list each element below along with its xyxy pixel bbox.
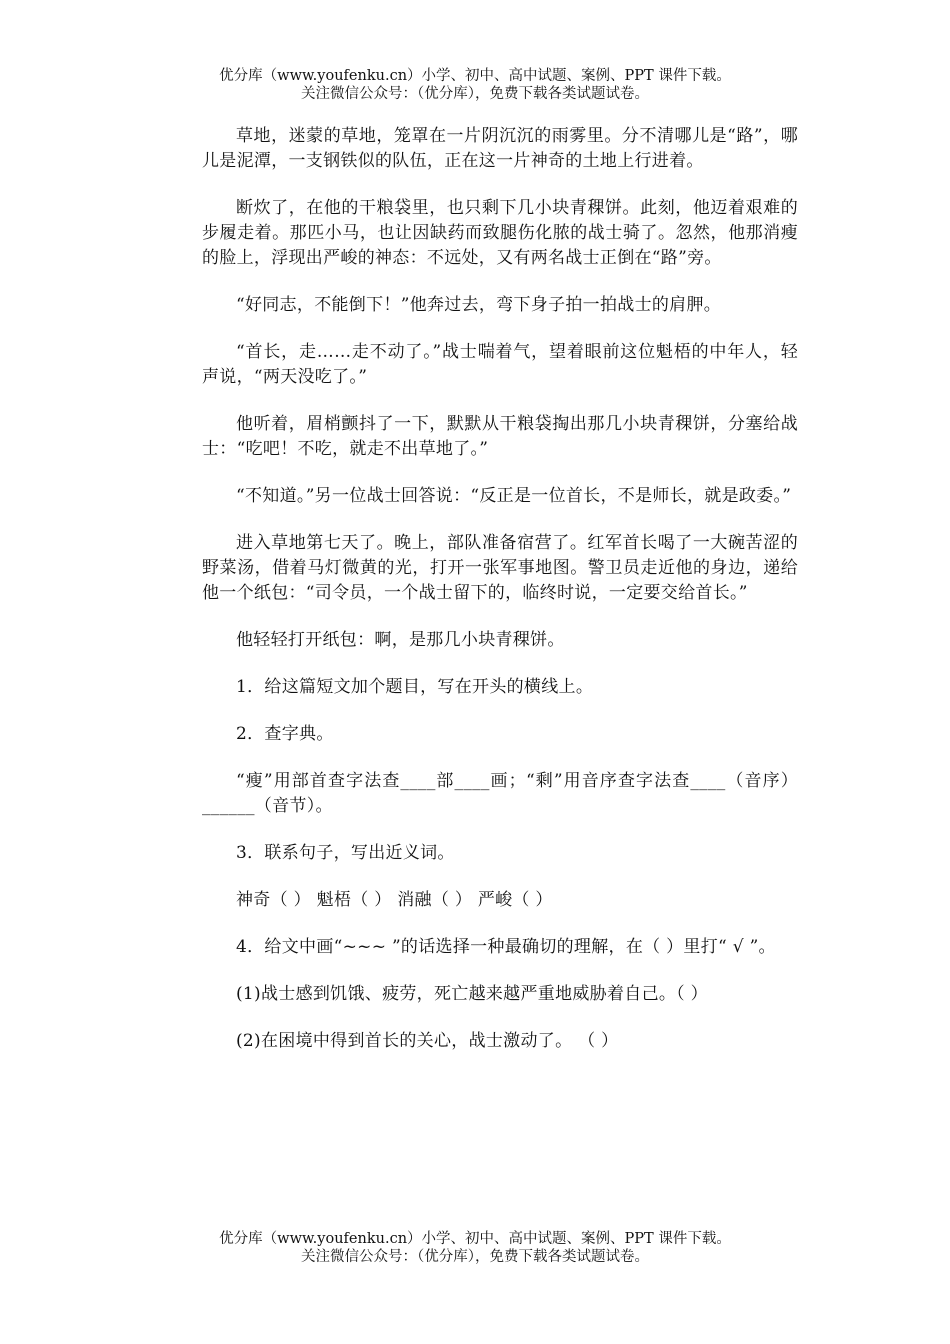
- question-2: 2．查字典。: [236, 724, 334, 744]
- paragraph-3: “好同志，不能倒下！”他奔过去，弯下身子拍一拍战士的肩胛。: [236, 295, 722, 315]
- question-1: 1．给这篇短文加个题目，写在开头的横线上。: [236, 677, 594, 697]
- page-footer: [0, 1230, 950, 1266]
- paragraph-2: 断炊了，在他的干粮袋里，也只剩下几小块青稞饼。此刻，他迈着艰难的步履走着。那匹小马，也让因缺药而致腿伤化脓的战士骑了。忽然，他那消瘦的脸上，浮现出严峻的神态：不远处，又有两名战士正倒在“路”旁。: [202, 198, 798, 268]
- paragraph-4: “首长，走……走不动了。”战士喘着气，望着眼前这位魁梧的中年人，轻声说，“两天没吃了。”: [202, 342, 798, 387]
- question-4-option-2: (2)在困境中得到首长的关心，战士激动了。 （ ）: [236, 1031, 619, 1051]
- document-body: [202, 124, 798, 1076]
- header-line-2: 关注微信公众号：（优分库），免费下载各类试题试卷。: [301, 86, 649, 102]
- paragraph-6: “不知道。”另一位战士回答说：“反正是一位首长，不是师长，就是政委。”: [236, 486, 792, 506]
- question-4: 4．给文中画“~~~ ”的话选择一种最确切的理解，在（ ）里打“ √ ”。: [236, 937, 776, 957]
- question-4-option-1: (1)战士感到饥饿、疲劳，死亡越来越严重地威胁着自己。（ ）: [236, 984, 708, 1004]
- paragraph-5: 他听着，眉梢颤抖了一下，默默从干粮袋掏出那几小块青稞饼，分塞给战士：“吃吧！不吃，就走不出草地了。”: [202, 414, 798, 459]
- question-2-detail: “瘦”用部首查字法查____部____画；“剩”用音序查字法查____（音序）______（音节）。: [202, 771, 798, 816]
- footer-line-1: 优分库（www.youfenku.cn）小学、初中、高中试题、案例、PPT 课件下载。: [219, 1231, 731, 1247]
- paragraph-8: 他轻轻打开纸包：啊，是那几小块青稞饼。: [236, 630, 565, 650]
- footer-line-2: 关注微信公众号：（优分库），免费下载各类试题试卷。: [301, 1249, 649, 1265]
- question-3: 3．联系句子，写出近义词。: [236, 843, 455, 863]
- page-header: [0, 67, 950, 103]
- header-line-1: 优分库（www.youfenku.cn）小学、初中、高中试题、案例、PPT 课件下载。: [219, 68, 731, 84]
- paragraph-7: 进入草地第七天了。晚上，部队准备宿营了。红军首长喝了一大碗苦涩的野菜汤，借着马灯微黄的光，打开一张军事地图。警卫员走近他的身边，递给他一个纸包：“司令员，一个战士留下的，临终时说，一定要交给首长。”: [202, 533, 798, 603]
- question-3-words: 神奇（ ） 魁梧（ ） 消融（ ） 严峻（ ）: [236, 890, 553, 910]
- paragraph-1: 草地，迷蒙的草地，笼罩在一片阴沉沉的雨雾里。分不清哪儿是“路”，哪儿是泥潭，一支钢铁似的队伍，正在这一片神奇的土地上行进着。: [202, 126, 798, 171]
